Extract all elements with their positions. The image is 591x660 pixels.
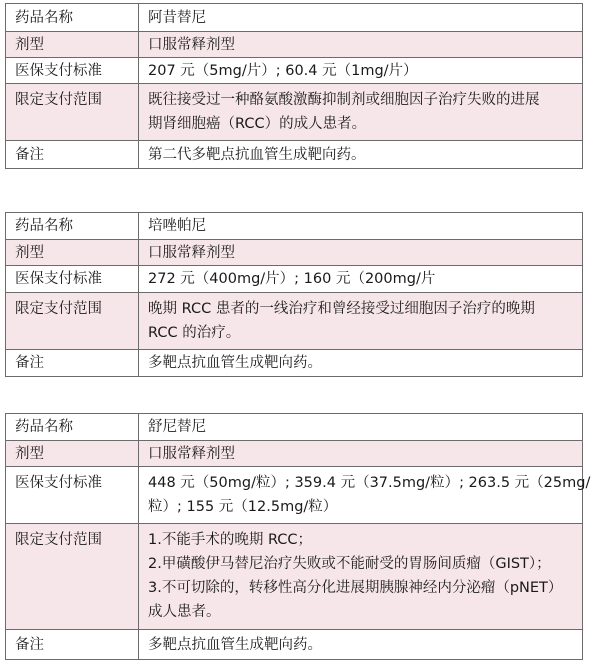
row-payment-standard [6, 266, 583, 293]
row-payment-standard [6, 58, 583, 84]
row-payment-scope [6, 524, 583, 630]
price-line: 粒）; 155 元（12.5mg/粒） [148, 499, 338, 515]
label-drug-name: 药品名称 [6, 414, 139, 441]
label-payment-scope: 限定支付范围 [6, 293, 139, 350]
row-remarks [6, 350, 583, 377]
value-dosage-form: 口服常释剂型 [139, 441, 583, 467]
drug-table-sunitinib [5, 413, 591, 660]
label-remarks: 备注 [6, 350, 139, 377]
scope-line: 2.甲磺酸伊马替尼治疗失败或不能耐受的胃肠间质瘤（GIST）； [148, 556, 551, 572]
value-payment-scope [139, 524, 583, 630]
scope-line: 期肾细胞癌（RCC）的成人患者。 [148, 116, 367, 132]
label-dosage-form: 剂型 [6, 441, 139, 467]
value-payment-standard: 272 元（400mg/片）; 160 元（200mg/片 [139, 266, 583, 293]
drug-table-pazopanib [5, 212, 583, 377]
scope-line: 晚期 RCC 患者的一线治疗和曾经接受过细胞因子治疗的晚期 [148, 301, 535, 317]
value-payment-standard: 207 元（5mg/片）; 60.4 元（1mg/片） [139, 58, 583, 84]
row-payment-scope [6, 84, 583, 141]
label-drug-name: 药品名称 [6, 4, 139, 32]
row-drug-name [6, 414, 583, 441]
scope-line: 3.不可切除的，转移性高分化进展期胰腺神经内分泌瘤（pNET） [148, 580, 563, 596]
label-drug-name: 药品名称 [6, 213, 139, 240]
label-payment-standard: 医保支付标准 [6, 266, 139, 293]
label-payment-standard: 医保支付标准 [6, 58, 139, 84]
value-drug-name: 舒尼替尼 [139, 414, 583, 441]
value-dosage-form: 口服常释剂型 [139, 240, 583, 266]
row-dosage-form [6, 441, 583, 467]
price-line: 448 元（50mg/粒）; 359.4 元（37.5mg/粒）; 263.5 元（25mg/ [148, 475, 591, 491]
label-remarks: 备注 [6, 630, 139, 660]
row-drug-name [6, 213, 583, 240]
row-payment-standard [6, 467, 583, 524]
drug-table-axitinib [5, 3, 583, 169]
label-payment-standard: 医保支付标准 [6, 467, 139, 524]
value-payment-standard [139, 467, 591, 524]
value-payment-scope [139, 84, 583, 141]
value-remarks: 第二代多靶点抗血管生成靶向药。 [139, 141, 583, 169]
scope-line: 既往接受过一种酪氨酸激酶抑制剂或细胞因子治疗失败的进展 [148, 92, 540, 108]
row-dosage-form [6, 240, 583, 266]
value-remarks: 多靶点抗血管生成靶向药。 [139, 630, 583, 660]
value-remarks: 多靶点抗血管生成靶向药。 [139, 350, 583, 377]
label-payment-scope: 限定支付范围 [6, 524, 139, 630]
label-dosage-form: 剂型 [6, 32, 139, 58]
scope-line: RCC 的治疗。 [148, 325, 241, 341]
value-payment-scope [139, 293, 583, 350]
row-payment-scope [6, 293, 583, 350]
scope-line: 成人患者。 [148, 604, 221, 620]
row-remarks [6, 141, 583, 169]
value-drug-name: 培唑帕尼 [139, 213, 583, 240]
label-payment-scope: 限定支付范围 [6, 84, 139, 141]
row-drug-name [6, 4, 583, 32]
value-drug-name: 阿昔替尼 [139, 4, 583, 32]
value-dosage-form: 口服常释剂型 [139, 32, 583, 58]
label-dosage-form: 剂型 [6, 240, 139, 266]
scope-line: 1.不能手术的晚期 RCC； [148, 532, 313, 548]
row-remarks [6, 630, 583, 660]
row-dosage-form [6, 32, 583, 58]
label-remarks: 备注 [6, 141, 139, 169]
